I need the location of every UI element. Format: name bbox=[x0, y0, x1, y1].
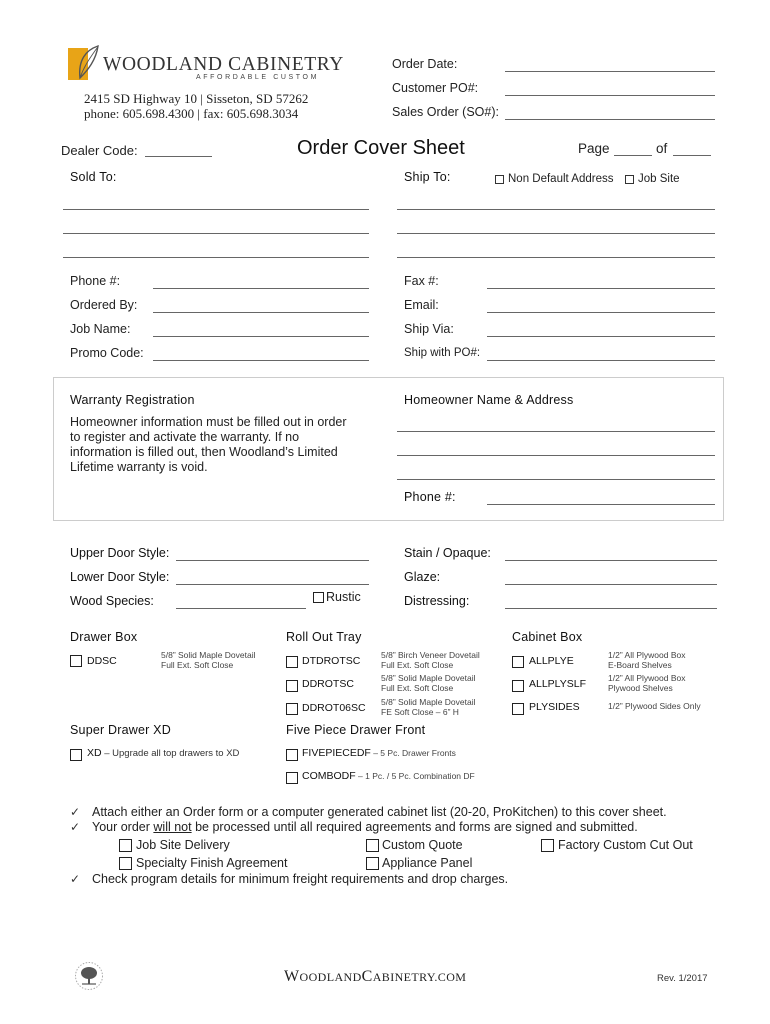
fivepiecedf-desc: – 5 Pc. Drawer Fronts bbox=[370, 748, 456, 758]
dtdrotsc-desc-1: 5/8” Birch Veneer Dovetail bbox=[381, 650, 480, 660]
lower-door-style-field[interactable] bbox=[176, 584, 369, 585]
job-name-label: Job Name: bbox=[70, 322, 131, 336]
dealer-code-field[interactable] bbox=[145, 156, 212, 157]
ship-via-label: Ship Via: bbox=[404, 322, 454, 336]
super-drawer-title: Super Drawer XD bbox=[70, 723, 171, 737]
ddrotsc-code: DDROTSC bbox=[302, 678, 354, 690]
ddrot06sc-checkbox[interactable] bbox=[286, 703, 298, 715]
homeowner-line-3[interactable] bbox=[397, 479, 715, 480]
order-date-field[interactable] bbox=[505, 71, 715, 72]
ordered-by-label: Ordered By: bbox=[70, 298, 138, 312]
wood-species-field[interactable] bbox=[176, 608, 306, 609]
allplye-checkbox[interactable] bbox=[512, 656, 524, 668]
allplye-desc-2: E-Board Shelves bbox=[608, 660, 672, 670]
job-site-checkbox[interactable] bbox=[625, 175, 634, 184]
order-date-label: Order Date: bbox=[392, 57, 458, 71]
xd-desc: – Upgrade all top drawers to XD bbox=[101, 748, 240, 759]
checkmark-icon: ✓ bbox=[70, 805, 81, 819]
rustic-label: Rustic bbox=[326, 590, 361, 604]
warranty-title: Warranty Registration bbox=[70, 393, 195, 407]
note2-prefix: Your order bbox=[92, 820, 154, 834]
appliance-panel-label: Appliance Panel bbox=[382, 856, 473, 870]
ddrotsc-desc-1: 5/8” Solid Maple Dovetail bbox=[381, 673, 476, 683]
promo-code-field[interactable] bbox=[153, 360, 369, 361]
non-default-address-checkbox[interactable] bbox=[495, 175, 504, 184]
stain-opaque-label: Stain / Opaque: bbox=[404, 546, 491, 560]
glaze-label: Glaze: bbox=[404, 570, 441, 584]
sales-order-field[interactable] bbox=[505, 119, 715, 120]
revision: Rev. 1/2017 bbox=[657, 973, 708, 984]
warranty-text-4: Lifetime warranty is void. bbox=[70, 460, 208, 474]
combodf-desc: – 1 Pc. / 5 Pc. Combination DF bbox=[355, 771, 475, 781]
factory-custom-cut-out-label: Factory Custom Cut Out bbox=[558, 838, 693, 852]
website-w: W bbox=[284, 968, 300, 985]
job-site-label: Job Site bbox=[638, 173, 680, 185]
specialty-finish-label: Specialty Finish Agreement bbox=[136, 856, 288, 870]
cabinet-box-title: Cabinet Box bbox=[512, 630, 583, 644]
warranty-text-3: information is filled out, then Woodland’s Limited bbox=[70, 445, 338, 459]
website-rest: ABINETRY.COM bbox=[372, 970, 467, 984]
ship-with-po-field[interactable] bbox=[487, 360, 715, 361]
checkmark-icon: ✓ bbox=[70, 872, 81, 886]
upper-door-style-label: Upper Door Style: bbox=[70, 546, 170, 560]
warranty-text-1: Homeowner information must be filled out in order bbox=[70, 415, 347, 429]
lower-door-style-label: Lower Door Style: bbox=[70, 570, 170, 584]
page-title: Order Cover Sheet bbox=[297, 137, 465, 159]
rustic-checkbox[interactable] bbox=[313, 592, 324, 603]
ddrot06sc-desc-1: 5/8” Solid Maple Dovetail bbox=[381, 697, 476, 707]
of-label: of bbox=[656, 141, 668, 156]
sold-to-label: Sold To: bbox=[70, 170, 117, 184]
five-piece-title: Five Piece Drawer Front bbox=[286, 723, 426, 737]
ddrot06sc-desc-2: FE Soft Close – 6” H bbox=[381, 707, 459, 717]
company-address: 2415 SD Highway 10 | Sisseton, SD 57262 bbox=[84, 91, 309, 106]
dtdrotsc-checkbox[interactable] bbox=[286, 656, 298, 668]
ddsc-checkbox[interactable] bbox=[70, 655, 82, 667]
fax-field[interactable] bbox=[487, 288, 715, 289]
dealer-code-label: Dealer Code: bbox=[61, 143, 138, 158]
homeowner-title: Homeowner Name & Address bbox=[404, 393, 574, 407]
homeowner-line-1[interactable] bbox=[397, 431, 715, 432]
xd-option bbox=[87, 747, 239, 759]
note-freight: Check program details for minimum freight requirements and drop charges. bbox=[92, 872, 509, 886]
page-number-field[interactable] bbox=[614, 155, 652, 156]
sold-to-line-2[interactable] bbox=[63, 233, 369, 234]
drawer-box-title: Drawer Box bbox=[70, 630, 138, 644]
email-field[interactable] bbox=[487, 312, 715, 313]
wood-species-label: Wood Species: bbox=[70, 594, 154, 608]
ship-to-line-2[interactable] bbox=[397, 233, 715, 234]
combodf-code: COMBODF bbox=[302, 770, 356, 782]
brand-tagline: AFFORDABLE CUSTOM bbox=[196, 74, 320, 81]
non-default-address-label: Non Default Address bbox=[508, 173, 614, 185]
dtdrotsc-desc-2: Full Ext. Soft Close bbox=[381, 660, 454, 670]
xd-code: XD bbox=[87, 747, 102, 759]
ddsc-code: DDSC bbox=[87, 655, 117, 667]
warranty-text-2: to register and activate the warranty. If no bbox=[70, 430, 300, 444]
tree-seal-icon bbox=[74, 961, 104, 991]
note2-underlined: will not bbox=[153, 820, 192, 834]
xd-checkbox[interactable] bbox=[70, 749, 82, 761]
fivepiecedf-checkbox[interactable] bbox=[286, 749, 298, 761]
roll-out-tray-title: Roll Out Tray bbox=[286, 630, 362, 644]
custom-quote-checkbox[interactable] bbox=[366, 839, 379, 852]
plysides-desc-1: 1/2” Plywood Sides Only bbox=[608, 701, 701, 711]
job-site-delivery-label: Job Site Delivery bbox=[136, 838, 230, 852]
leaf-logo-icon bbox=[68, 44, 104, 82]
specialty-finish-checkbox[interactable] bbox=[119, 857, 132, 870]
sales-order-label: Sales Order (SO#): bbox=[392, 105, 499, 119]
upper-door-style-field[interactable] bbox=[176, 560, 369, 561]
sold-to-line-3[interactable] bbox=[63, 257, 369, 258]
glaze-field[interactable] bbox=[505, 584, 717, 585]
note-order-not-processed bbox=[92, 820, 638, 834]
website-c: C bbox=[361, 968, 373, 985]
allplyslf-code: ALLPLYSLF bbox=[529, 678, 587, 690]
ddsc-desc-2: Full Ext. Soft Close bbox=[161, 660, 234, 670]
logo bbox=[68, 44, 104, 82]
homeowner-phone-label: Phone #: bbox=[404, 490, 456, 504]
allplye-desc-1: 1/2” All Plywood Box bbox=[608, 650, 686, 660]
fivepiecedf-option bbox=[302, 747, 456, 759]
page-total-field[interactable] bbox=[673, 155, 711, 156]
brand-name: WOODLAND CABINETRY bbox=[103, 54, 344, 75]
homeowner-phone-field[interactable] bbox=[487, 504, 715, 505]
ddrot06sc-code: DDROT06SC bbox=[302, 702, 366, 714]
custom-quote-label: Custom Quote bbox=[382, 838, 463, 852]
customer-po-label: Customer PO#: bbox=[392, 81, 479, 95]
job-name-field[interactable] bbox=[153, 336, 369, 337]
allplyslf-desc-2: Plywood Shelves bbox=[608, 683, 673, 693]
distressing-field[interactable] bbox=[505, 608, 717, 609]
allplyslf-checkbox[interactable] bbox=[512, 680, 524, 692]
note-attach-order: Attach either an Order form or a computer generated cabinet list (20-20, ProKitchen) to this cover sheet. bbox=[92, 805, 667, 819]
allplyslf-desc-1: 1/2” All Plywood Box bbox=[608, 673, 686, 683]
fivepiecedf-code: FIVEPIECEDF bbox=[302, 747, 371, 759]
company-phone: phone: 605.698.4300 | fax: 605.698.3034 bbox=[84, 106, 299, 121]
page-label: Page bbox=[578, 141, 610, 156]
fax-label: Fax #: bbox=[404, 274, 439, 288]
stain-opaque-field[interactable] bbox=[505, 560, 717, 561]
website-mid: OODLAND bbox=[299, 970, 362, 984]
phone-label: Phone #: bbox=[70, 274, 121, 288]
allplye-code: ALLPLYE bbox=[529, 655, 574, 667]
homeowner-line-2[interactable] bbox=[397, 455, 715, 456]
customer-po-field[interactable] bbox=[505, 95, 715, 96]
ship-with-po-label: Ship with PO#: bbox=[404, 347, 481, 359]
ship-to-line-3[interactable] bbox=[397, 257, 715, 258]
ddsc-desc-1: 5/8” Solid Maple Dovetail bbox=[161, 650, 256, 660]
phone-field[interactable] bbox=[153, 288, 369, 289]
checkmark-icon: ✓ bbox=[70, 820, 81, 834]
job-site-delivery-checkbox[interactable] bbox=[119, 839, 132, 852]
combodf-checkbox[interactable] bbox=[286, 772, 298, 784]
appliance-panel-checkbox[interactable] bbox=[366, 857, 379, 870]
combodf-option bbox=[302, 770, 475, 782]
ordered-by-field[interactable] bbox=[153, 312, 369, 313]
note2-suffix: be processed until all required agreements and forms are signed and submitted. bbox=[191, 820, 638, 834]
ship-to-line-1[interactable] bbox=[397, 209, 715, 210]
promo-code-label: Promo Code: bbox=[70, 346, 144, 360]
ship-via-field[interactable] bbox=[487, 336, 715, 337]
dtdrotsc-code: DTDROTSC bbox=[302, 655, 361, 667]
plysides-checkbox[interactable] bbox=[512, 703, 524, 715]
plysides-code: PLYSIDES bbox=[529, 701, 580, 713]
website bbox=[284, 968, 466, 986]
distressing-label: Distressing: bbox=[404, 594, 470, 608]
email-label: Email: bbox=[404, 298, 439, 312]
ddrotsc-desc-2: Full Ext. Soft Close bbox=[381, 683, 454, 693]
ddrotsc-checkbox[interactable] bbox=[286, 680, 298, 692]
sold-to-line-1[interactable] bbox=[63, 209, 369, 210]
ship-to-label: Ship To: bbox=[404, 170, 451, 184]
factory-custom-cut-out-checkbox[interactable] bbox=[541, 839, 554, 852]
